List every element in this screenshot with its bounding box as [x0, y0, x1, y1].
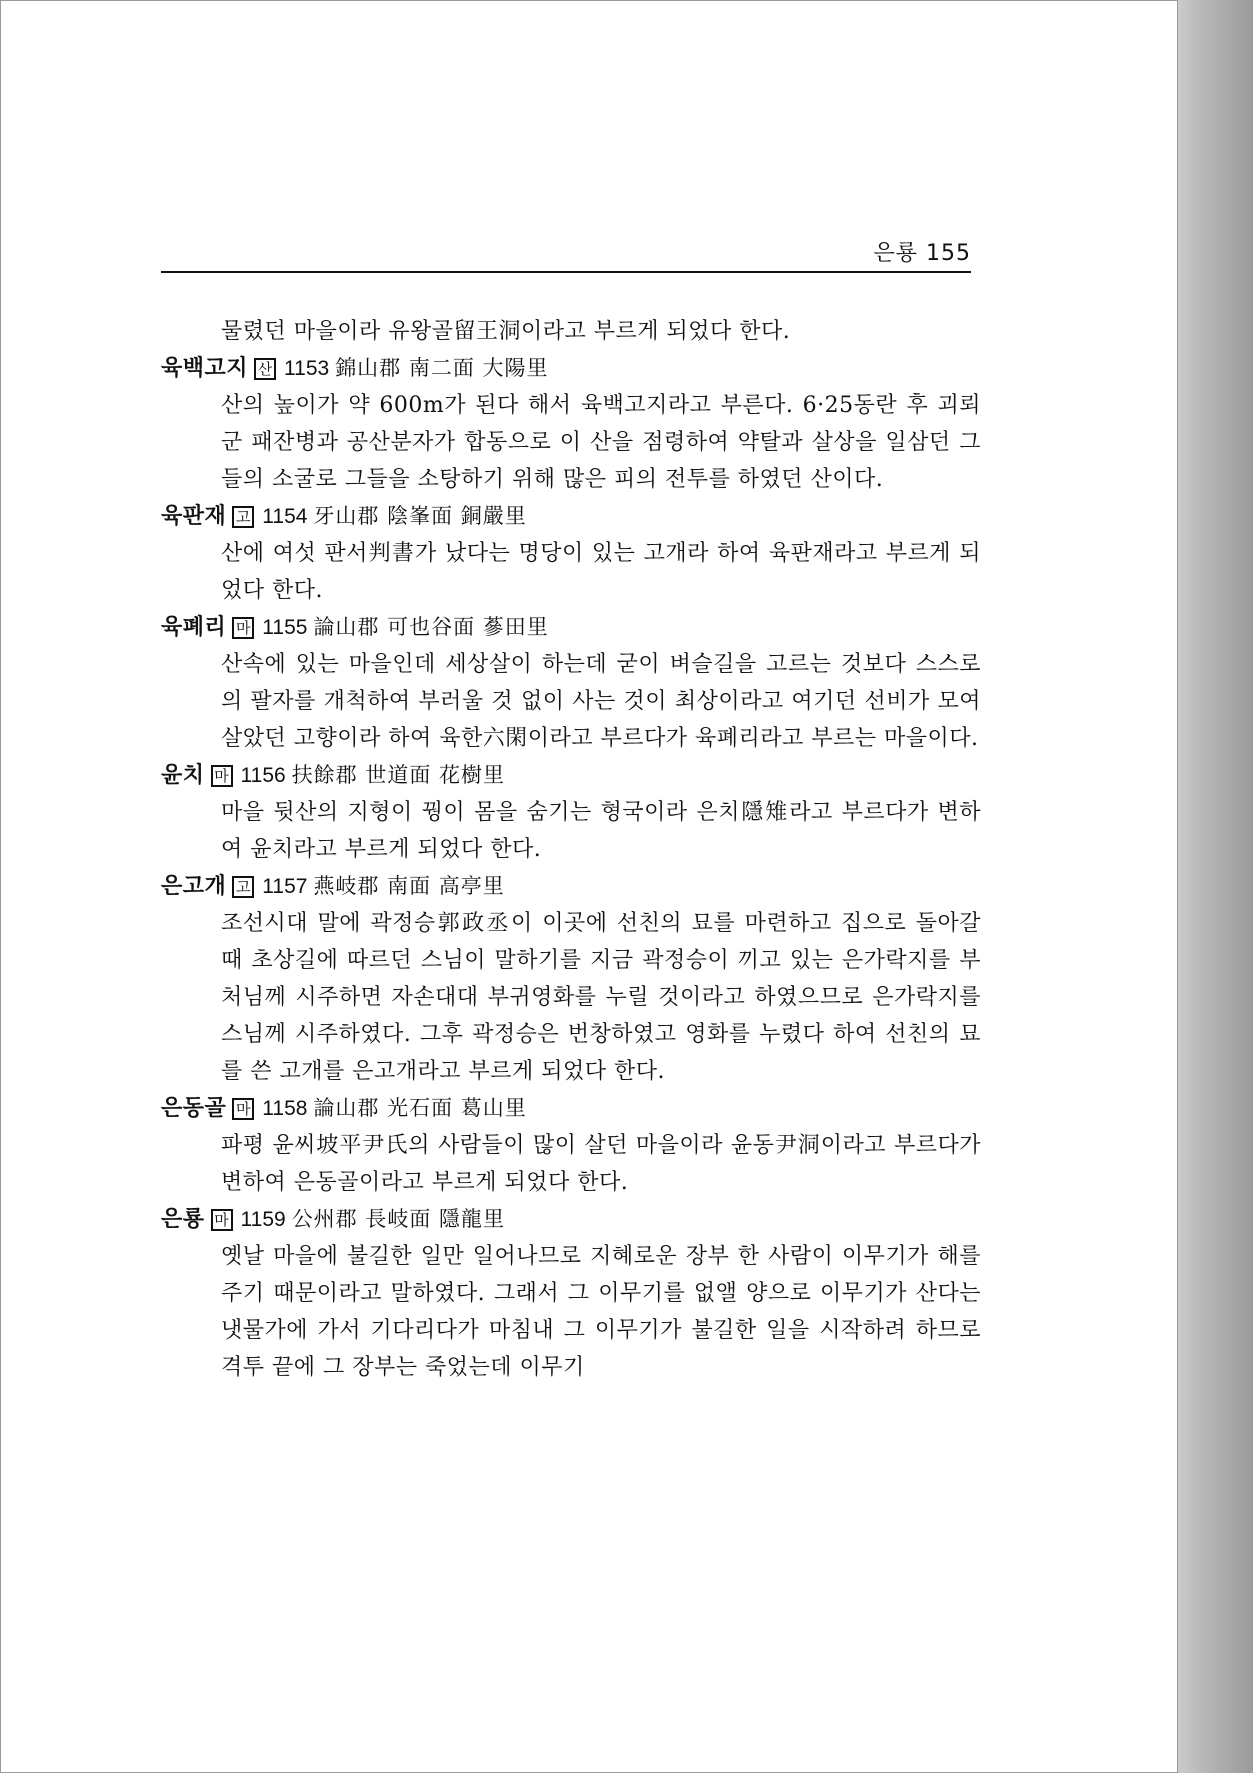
dictionary-content [161, 313, 981, 1386]
village-type-icon: 마 [232, 1098, 254, 1120]
entry-heading [161, 1201, 981, 1238]
entry-term: 육폐리 [161, 615, 227, 640]
entry-place: 牙山郡 陰峯面 銅嚴里 [313, 504, 527, 528]
entry-place: 燕岐郡 南面 高亭里 [313, 874, 505, 898]
entry-place: 公州郡 長岐面 隱龍里 [291, 1207, 506, 1231]
entry-1157 [161, 868, 981, 1090]
entry-term: 윤치 [161, 763, 205, 788]
entry-heading [161, 757, 981, 794]
entry-heading [161, 498, 981, 535]
entry-1153 [161, 350, 981, 498]
village-type-icon: 마 [211, 1209, 233, 1231]
entry-number: 1156 [240, 764, 286, 787]
entry-1155 [161, 609, 981, 757]
entry-term: 은룡 [161, 1207, 205, 1232]
pass-type-icon: 고 [232, 876, 254, 898]
entry-term: 은동골 [161, 1096, 227, 1121]
entry-number: 1155 [262, 616, 308, 639]
continued-entry-text: 물렸던 마을이라 유왕골留王洞이라고 부르게 되었다 한다. [221, 319, 791, 344]
entry-description: 조선시대 말에 곽정승郭政丞이 이곳에 선친의 묘를 마련하고 집으로 돌아갈 때 초상길에 따르던 스님이 말하기를 지금 곽정승이 끼고 있는 은가락지를 부처님께 시주하면 자손대대 부귀영화를 누릴 것이라고 하였으므로 은가락지를 스님께 시주하였다. 그후 곽정승은 번창하였고 영화를 누렸다 하여 선친의 묘를 쓴 고개를 은고개라고 부르게 되었다 한다. [221, 911, 981, 1084]
entry-1159 [161, 1201, 981, 1386]
entry-place: 論山郡 可也谷面 蔘田里 [313, 615, 549, 639]
entry-description: 파평 윤씨坡平尹氏의 사람들이 많이 살던 마을이라 윤동尹洞이라고 부르다가 변하여 은동골이라고 부르게 되었다 한다. [221, 1133, 981, 1195]
entry-1156 [161, 757, 981, 868]
entry-term: 육판재 [161, 504, 227, 529]
entry-term: 은고개 [161, 874, 227, 899]
entry-heading [161, 350, 981, 387]
entry-description: 산속에 있는 마을인데 세상살이 하는데 굳이 벼슬길을 고르는 것보다 스스로의 팔자를 개척하여 부러울 것 없이 사는 것이 최상이라고 여기던 선비가 모여 살았던 고향이라 하여 육한六閑이라고 부르다가 육폐리라고 부르는 마을이다. [221, 652, 981, 751]
entry-number: 1158 [262, 1097, 308, 1120]
entry-1158 [161, 1090, 981, 1201]
page-header [161, 236, 971, 276]
pass-type-icon: 고 [232, 506, 254, 528]
entry-number: 1153 [284, 357, 330, 380]
entry-heading [161, 1090, 981, 1127]
entry-number: 1157 [262, 875, 308, 898]
entry-heading [161, 609, 981, 646]
entry-description: 산의 높이가 약 600m가 된다 해서 육백고지라고 부른다. 6·25동란 후 괴뢰군 패잔병과 공산분자가 합동으로 이 산을 점령하여 약탈과 살상을 일삼던 그들의 소굴로 그들을 소탕하기 위해 많은 피의 전투를 하였던 산이다. [221, 393, 981, 492]
page-edge-shadow [1170, 0, 1253, 1773]
entry-number: 1154 [262, 505, 308, 528]
entry-description: 산에 여섯 판서判書가 났다는 명당이 있는 고개라 하여 육판재라고 부르게 되었다 한다. [221, 541, 981, 603]
entry-place: 論山郡 光石面 葛山里 [313, 1096, 527, 1120]
entry-term: 육백고지 [161, 356, 249, 381]
entry-place: 錦山郡 南二面 大陽里 [335, 356, 549, 380]
entry-heading [161, 868, 981, 905]
entry-place: 扶餘郡 世道面 花樹里 [291, 763, 506, 787]
entry-description: 옛날 마을에 불길한 일만 일어나므로 지혜로운 장부 한 사람이 이무기가 해를 주기 때문이라고 말하였다. 그래서 그 이무기를 없앨 양으로 이무기가 산다는 냇물가에 가서 기다리다가 마침내 그 이무기가 불길한 일을 시작하려 하므로 격투 끝에 그 장부는 죽었는데 이무기 [221, 1244, 981, 1380]
entry-number: 1159 [240, 1208, 286, 1231]
header-rule [161, 271, 971, 273]
entry-description: 마을 뒷산의 지형이 꿩이 몸을 숨기는 형국이라 은치隱雉라고 부르다가 변하여 윤치라고 부르게 되었다 한다. [221, 800, 981, 862]
mountain-type-icon: 산 [254, 358, 276, 380]
village-type-icon: 마 [211, 765, 233, 787]
running-title: 은룡 155 [873, 241, 971, 266]
village-type-icon: 마 [232, 617, 254, 639]
entry-1154 [161, 498, 981, 609]
